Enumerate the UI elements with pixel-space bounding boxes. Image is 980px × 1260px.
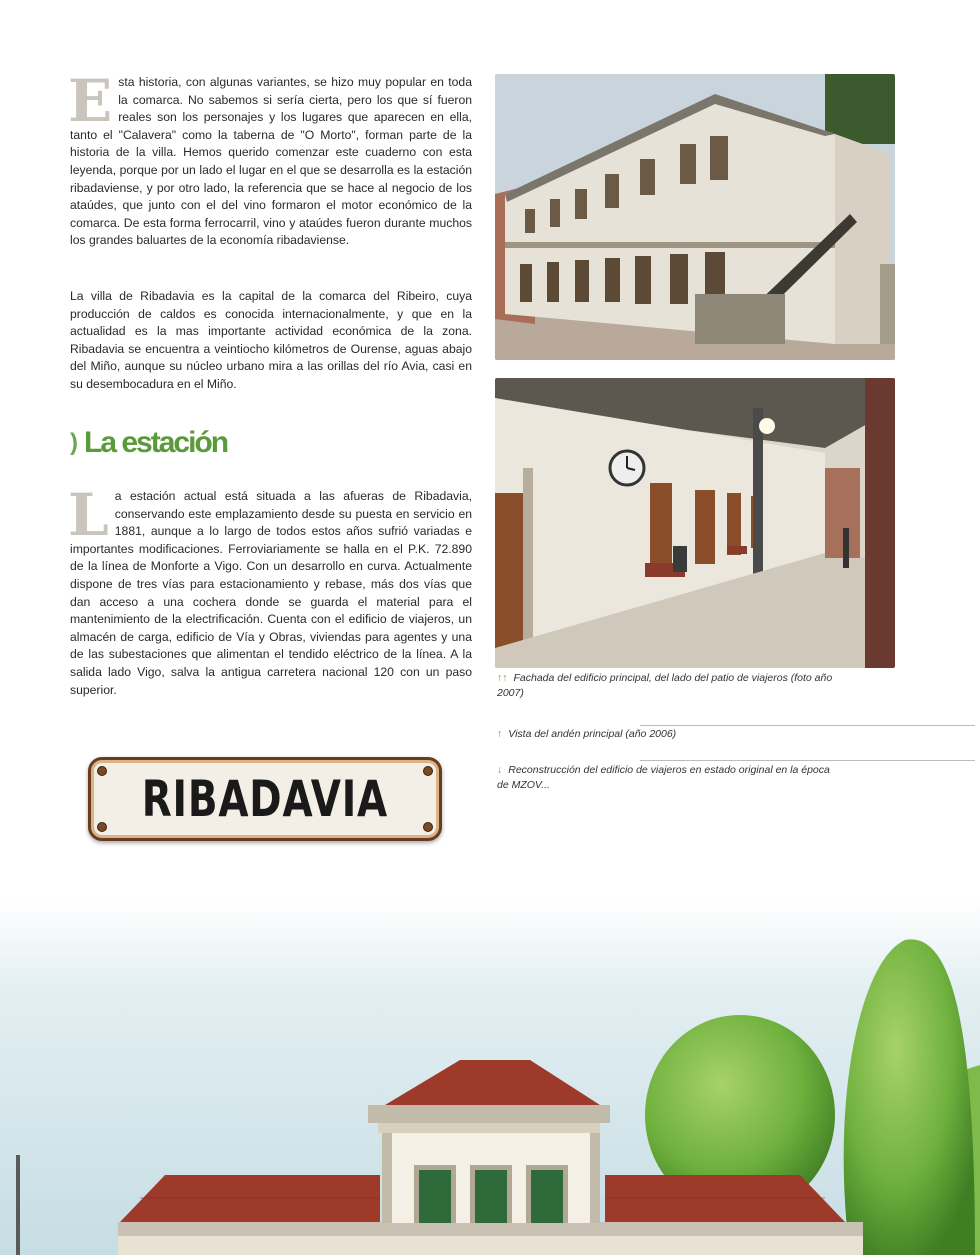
photo-main-platform (495, 378, 895, 668)
heading-marker: ) (70, 429, 78, 456)
caption-divider (640, 760, 975, 761)
caption-platform (497, 727, 837, 742)
sign-bolt (97, 822, 107, 832)
heading-title: La estación (84, 426, 228, 459)
villa-text: La villa de Ribadavia es la capital de la comarca del Ribeiro, cuya producción de caldos es conocida internacionalmente, y que en la actualidad es la mas importante actividad económica de la zona. Ribadavia se encuentra a veintiocho kilómetros de Ourense, aguas abajo del Miño, aunque su núcleo urbano mira a las orillas del río Avia, casi en su desembocadura en el Miño. (70, 289, 472, 391)
caption-reconstruction (497, 763, 837, 793)
intro-text: sta historia, con algunas variantes, se hizo muy popular en toda la comarca. No sabemos si sería cierta, pero los que sí fueron reales son los personajes y los lugares que aparecen en ella, tanto el "Calavera" como la taberna de "O Morto", forman parte de la historia de la villa. Hemos querido comenzar este cuaderno con esta leyenda, porque por un lado el lugar en el que se desarrolla es la estación ribadaviense, y por otro lado, la referencia que se hace al negocio de los ataúdes, que junto con el del vino formaron el motor económico de la comarca. De esta forma ferrocarril, vino y ataúdes fueron durante muchos los grandes baluartes de la economía ribadaviense. (70, 75, 472, 248)
station-paragraph (68, 481, 472, 699)
caption-facade (497, 671, 837, 701)
caption-platform-text: Vista del andén principal (año 2006) (508, 728, 677, 740)
caption-divider (640, 725, 975, 726)
photo-station-facade (495, 74, 895, 360)
station-text: a estación actual está situada a las afueras de Ribadavia, conservando este emplazamiento desde su puesta en servicio en 1881, aunque a lo largo de todos estos años sufrió variadas e importantes modificaciones. Ferroviariamente se halla en el P.K. 72.890 de la línea de Monforte a Vigo. Con un desarrollo en curva. Actualmente dispone de tres vías para estacionamiento y rebase, más dos vías que dan acceso a una cochera donde se guarda el material para el mantenimiento de la electrificación. Cuenta con el edificio de viajeros, un almacén de carga, edificio de Vía y Obras, viviendas para agentes y una de las subestaciones que alimentan el tendido eléctrico de la línea. A la salida lado Vigo, salva la antigua carretera nacional 120 con un paso superior. (70, 489, 472, 697)
caption-reconstruction-text: Reconstrucción del edificio de viajeros en estado original en la época de MZOV... (497, 764, 830, 791)
sign-text: RIBADAVIA (141, 770, 389, 828)
villa-paragraph (70, 288, 472, 394)
station-reconstruction-illustration (0, 900, 980, 1260)
caption-facade-arrow: ↑↑ (497, 672, 508, 684)
section-heading (70, 420, 227, 466)
caption-platform-arrow: ↑ (497, 728, 503, 740)
sign-bolt (97, 766, 107, 776)
intro-dropcap: E (68, 67, 113, 135)
intro-paragraph (68, 67, 472, 250)
sign-bolt (423, 766, 433, 776)
caption-facade-text: Fachada del edificio principal, del lado del patio de viajeros (foto año 2007) (497, 672, 833, 699)
station-name-sign (88, 757, 442, 841)
station-dropcap: L (68, 481, 109, 549)
sign-bolt (423, 822, 433, 832)
caption-reconstruction-arrow: ↓ (497, 764, 503, 776)
